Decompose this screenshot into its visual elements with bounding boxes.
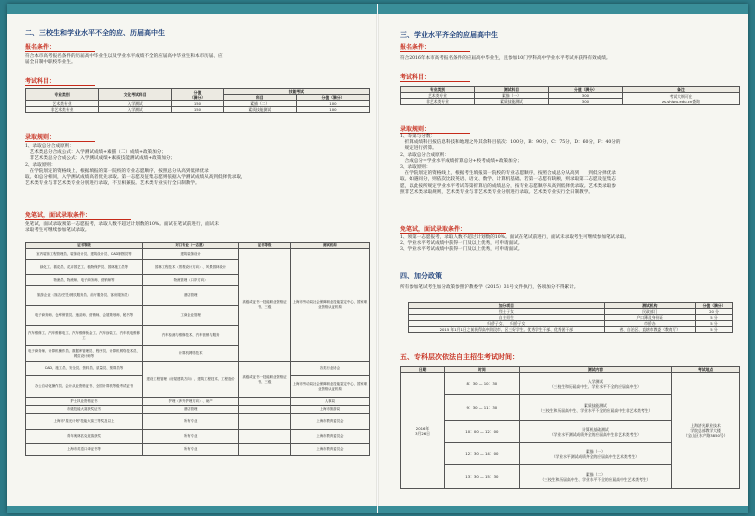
cell: 入学测试 [99,101,172,107]
brochure-spread [7,4,748,513]
cell: 计算机基础测试 （学业水平测试成绩齐全的应届高中生非艺术类考生） [519,421,672,443]
bonus-table [408,302,733,333]
exam-schedule-table [400,366,740,489]
cell: 绿化工、插花员、花卉园艺工、植物保护员、园林施工员等 [26,260,143,275]
free-interview-heading: 免笔试，面试录取条件： [25,210,131,220]
s3-rule-text: 1、等第与分数： 折算成绩科目按信息科技和地理之外其余科目依次：100分，B：90分，C：75分，D：60分，F：40分的 规定进行折算。 2、录取总分合成原则： 合成总分=学业水平成绩折算总分+校考成绩+政策加分； 3、录取原则： 在学院划定的资格线上，根据考生填报第一院校的专业志愿顺序，按照合成总分从高到 到低分择优录 取。如遇同分，则依次比较英语、语文、数学、计算机基础。若第一志愿有缺额，则录取第二志愿及征集志 愿，以此按所规定学业水平考试等第折算后的成绩总分，按专业志愿顺序从高到低择优录取。艺术类录取参 照非艺术类录取规则，艺术类专业与非艺术类专业分别进行录取。艺术类专业实行全日制教学。 [400,134,621,195]
table-row [26,406,370,414]
cell: 素描（二） [223,101,296,107]
cell: 各类行业协会 [290,362,369,376]
cell: 所有专业 [142,430,238,444]
s2-condition-text: 符合本市高考报名条件的历届高中毕业生以及学业水平成绩不全的应届高中毕业生和本市历届、应 届全日制中职校毕业生。 [25,54,223,66]
cell: 酒店管理 [142,286,238,306]
cell: 汽车维修工、汽车维修电工、汽车维修钣金工、汽车涂装工、汽车机电维修工 [26,326,143,346]
cell: 办公自动化操作员、会计从业资格证书、全国计算机等级考试证书 [26,376,143,398]
cell: 上海市英语口译证书等 [26,444,143,456]
th-score2: 分值（满分） [296,95,369,101]
th-skill: 技能考试 [223,89,369,95]
cell: 入学测试 （三校生和历届高中生、学业水平不全的应届高中生） [519,373,672,395]
cell: 高级或证书一技能职业资格证书、三级 [239,362,291,398]
cell: 入学测试 [99,107,172,113]
th-test: 测试科目 [474,87,548,93]
cell: 素质技能测试 [223,107,296,113]
cell: 上海市劳动局社会保障职业技能鉴定中心、国家职业资格认证机构 [290,376,369,398]
cell: 旅游企业（饭店/烹饪/餐饮服务员、前厅服务员、客房服务员） [26,286,143,306]
s3-exam-table [400,86,740,105]
th-major2: 对口专业（一志愿） [142,243,238,249]
th-culture: 文化考试科目 [99,89,172,101]
cell: 100 [296,101,369,107]
th-subject: 科目 [223,95,296,101]
cell: 素质技能测试 （三校生和历届高中生、学业水平不全的应届高中生非艺术类考生） [519,395,672,421]
cell: 8：30 — 10：30 [445,373,520,395]
cell: 物流管理（口岸方向） [142,275,238,286]
cell: 非艺术类专业 [26,107,99,113]
certificate-table [25,242,370,456]
cell: 市侨办 [604,321,695,327]
cell: 艺术类专业 [26,101,99,107]
cell: 归侨子女、 归侨子女 [409,321,605,327]
section-5-title: 五、专科层次依法自主招生考试时间： [400,353,519,361]
th-cert-type: 证书等级 [239,243,291,249]
free-interview-text: 免笔试，面试录取须第一志愿报考，录取人数不超过计划数的10%。面试在笔试前进行，面试未 录取考生可继续参加笔试录取。 [25,222,219,234]
cell: 150 [172,101,224,107]
s2-rule-heading: 录取规则： [25,132,95,142]
exam-subjects-table [25,88,370,113]
cell: 护士执业资格证书 [26,398,143,406]
s3-free-interview-text: 1、须第一志愿报考，录取人数不超过计划数的10%。面试在笔试前进行，面试未录取考生可继续参加笔试录取。 2、学业水平考试成绩中获得一门及以上优秀，可申请面试。 3、学业水平考试成绩中获得一门及以上优秀，可申请面试。 [400,235,630,253]
table-row [26,107,370,113]
cell: 上海市教育委员会 [290,414,369,430]
s2-rule-text: 1、录取总分合成原则： 艺术类总分合成公式：入学测试成绩+素描（二）成绩+政策加分； 非艺术类总分合成公式：入学测试成绩+素质技能测试成绩+政策加分； 2、录取原则： 在学院划定的资格线上，根据填报的第一院校的专业志愿顺序，按照总分从高到低择优录 取。如总分相同，入学测试成绩高者优先录取。第一志愿及征集志愿则依据入学测试成绩从高到低择优录取， 艺术类专业与非艺术类专业分别进行录取，不互相兼报。艺术类专业实行全日制教学。 [25,144,246,187]
cell: 300 [548,99,622,105]
cell: 建设工程管理（房屋建筑方向）、建筑工程技术、工程造价 [142,362,238,398]
th-score: 分值（满分） [696,303,733,309]
cell: CAD、施工员、安全员、资料员、质量员、预算员等 [26,362,143,376]
table-row [409,327,733,333]
cell: 护理（涉外护理方向）、助产 [142,398,238,406]
cell: 所有专业 [142,444,238,456]
cell: 素质技能测试 [474,99,548,105]
cell: 自主招生 [409,315,605,321]
left-bottom-band [7,506,377,513]
table-row [401,373,740,395]
cell: 艺术类专业 [401,93,475,99]
cell: 2015 年1月1日之前获得高中阶段市、区三好学生、优秀学生干部、优秀团干部 [409,327,605,333]
table-row [26,362,370,376]
th-item: 加分项目 [409,303,605,309]
cell: 素描（一） [474,93,548,99]
cell: 考试大纲可在 zs.shiwu.edu.cn查询 [622,93,739,105]
th-cert: 证书等级 [26,243,143,249]
cell: 13：30 — 15：30 [445,465,520,489]
s2-exam-heading: 考试科目： [25,76,95,86]
cell: 上海市教育委员会 [290,444,369,456]
cell: 150 [172,107,224,113]
cell: 民政部门 [604,309,695,315]
cell: 电子商务师、仓库保管员、速录师、营销师、会展策划师、秘书等 [26,306,143,326]
section-3-title: 三、学业水平齐全的应届高中生 [400,31,498,39]
th-note: 备注 [622,87,739,93]
cell: 园林工程技术（景观设计方向）、风景园林设计 [142,260,238,275]
right-page [378,4,748,513]
cell: 12：30 — 14：00 [445,443,520,465]
cell: 5 分 [696,315,733,321]
th-time: 时间 [445,367,520,373]
th-major: 专业类别 [401,87,475,93]
cell: 物流员、物流师、电子商务师、营销师等 [26,275,143,286]
th-test-org: 测试机构 [290,243,369,249]
table-row [26,444,370,456]
th-content: 测试内容 [519,367,672,373]
cell: 300 [548,93,622,99]
cell: 上海市"星光计划"技能大赛三等奖及以上 [26,414,143,430]
cell: 电子商务师、计算机操作员、数据库管理员、程序员、计算机网络技术员、网页设计师等 [26,346,143,362]
left-page [7,4,377,513]
cell: 20 分 [696,309,733,315]
th-score: 分值（满分） [548,87,622,93]
table-row [26,414,370,430]
cell: 建筑装饰设计 [142,249,238,260]
th-org: 测试机构 [604,303,695,309]
s2-condition-heading: 报名条件： [25,42,95,52]
cell: 汽车检测与维修技术、汽车营销与服务 [142,326,238,346]
right-bottom-band [378,506,748,513]
th-place: 考试地点 [672,367,740,373]
cell: 5 分 [696,327,733,333]
table-row [26,398,370,406]
table-row [26,430,370,444]
cell: 素描（二） （三校生和历届高中生、学业水平不全的应届高中生艺术类考生） [519,465,672,489]
right-top-band [378,4,748,14]
cell: 计算机网络技术 [142,346,238,362]
cell: 人事局 [290,398,369,406]
cell: 工商企业管理 [142,306,238,326]
left-top-band [7,4,377,14]
cell: 青年奥林匹克竞赛获奖 [26,430,143,444]
th-date: 日期 [401,367,445,373]
cell: 高级或证书一技能职业资格证书、三级 [239,249,291,362]
cell: 9：30 — 11：30 [445,395,520,421]
cell: 酒店管理 [142,406,238,414]
bonus-policy-text: 所有参加笔试考生加分政策参照沪教委学（2015）31号文件执行，各项加分不得累计。 [400,285,579,290]
cell: 上海市旅游局 [290,406,369,414]
cell: 上海市教育委员会 [290,430,369,444]
th-major: 专业类别 [26,89,99,101]
cell: 5 分 [696,321,733,327]
cell: 上海市劳动局社会保障职业技能鉴定中心、国家职业资格认证机构 [290,249,369,362]
cell: 户口簿及身份证 [604,315,695,321]
section-4-title: 四、加分政策 [400,272,442,280]
cell: 上海济光职业技术 学院总部教学大楼 （宝山区水产路3850号） [672,373,740,489]
s3-exam-heading: 考试科目： [400,72,470,82]
th-score: 分值 （满分） [172,89,224,101]
cell: 市级技能大赛获奖证书 [26,406,143,414]
cell: 10：00 — 12：00 [445,421,520,443]
s3-rule-heading: 录取规则： [400,124,470,134]
s3-condition-text: 符合2016年本市高考报名条件的应届高中毕业生，且参加10门学科高中学业水平考试并获得有效成绩。 [400,56,611,61]
cell: 非艺术类专业 [401,99,475,105]
s3-condition-heading: 报名条件： [400,42,470,52]
section-2-title: 二、三校生和学业水平不全的应、历届高中生 [25,29,165,37]
cell: 所有专业 [142,414,238,430]
s3-free-interview-heading: 免笔试，面试录取条件： [400,224,506,234]
cell: 室内装饰工程管理员、装饰设计员、建筑设计员、CAD制图员等 [26,249,143,260]
table-row [26,249,370,260]
cell: 烈士子女 [409,309,605,315]
cell: 素描（一） （学业水平测试成绩齐全的应届高中生艺术类考生） [519,443,672,465]
cell: 100 [296,107,369,113]
cell: 省、自治区、直辖市教委（教育厅） [604,327,695,333]
cell: 2016年 3月26日 [401,373,445,489]
